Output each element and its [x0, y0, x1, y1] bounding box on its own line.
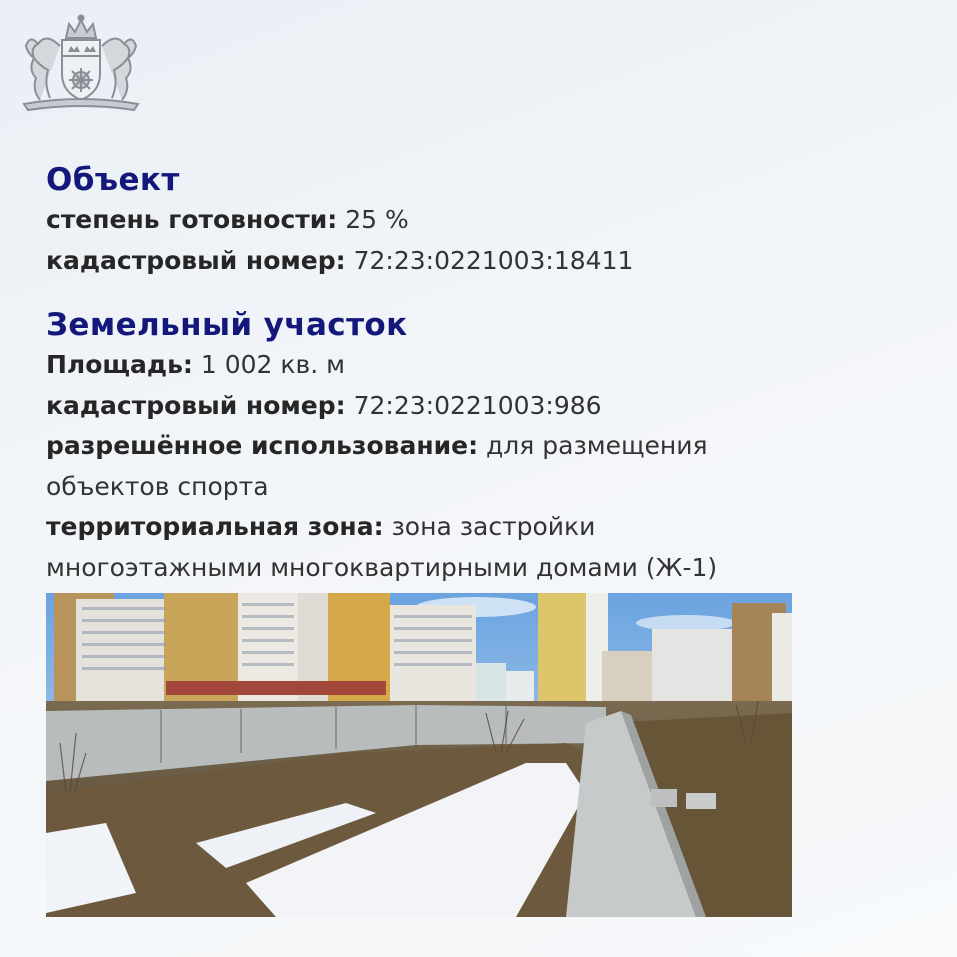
zone-label: территориальная зона: — [46, 512, 384, 541]
land-area-label: Площадь: — [46, 350, 193, 379]
land-area-value: 1 002 кв. м — [192, 350, 345, 379]
land-cadastral-label: кадастровый номер: — [46, 390, 346, 420]
permitted-use-label: разрешённое использование: — [46, 431, 479, 460]
land-plot-section-title: Земельный участок — [46, 307, 408, 343]
permitted-use-value-continued: объектов спорта — [46, 471, 269, 501]
readiness-value: 25 % — [337, 205, 409, 234]
permitted-use-value: для размещения — [478, 431, 708, 460]
object-cadastral-label: кадастровый номер: — [46, 245, 346, 275]
object-section-title: Объект — [46, 162, 180, 198]
zone-row — [46, 507, 926, 548]
readiness-label: степень готовности: — [46, 205, 338, 234]
zone-value: зона застройки — [383, 512, 596, 541]
info-block — [46, 160, 926, 588]
zone-value-continued: многоэтажными многоквартирными домами (Ж-1) — [46, 552, 718, 582]
land-area-row — [46, 345, 926, 386]
land-cadastral-row — [46, 386, 926, 427]
object-readiness-row — [46, 200, 926, 241]
object-cadastral-value: 72:23:0221003:18411 — [345, 245, 634, 275]
tyumen-oblast-coat-of-arms-icon — [14, 12, 148, 114]
construction-site-photo — [46, 593, 792, 917]
object-cadastral-row — [46, 241, 926, 282]
permitted-use-row — [46, 426, 926, 467]
land-cadastral-value: 72:23:0221003:986 — [345, 390, 602, 420]
